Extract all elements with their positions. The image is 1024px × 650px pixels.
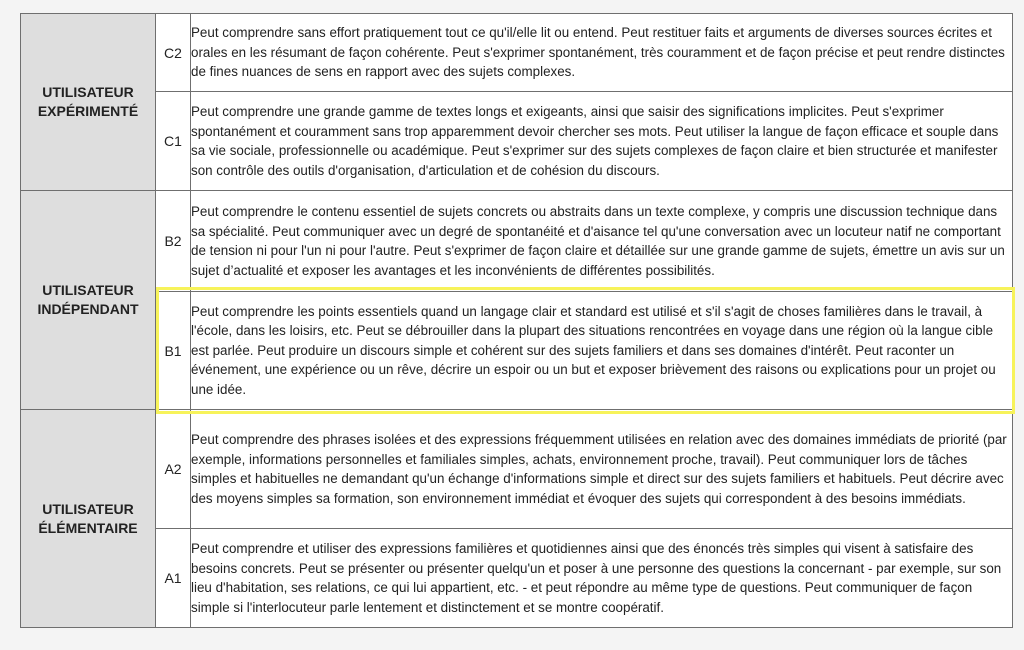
- group-label-experimente-line-1: UTILISATEUR: [42, 84, 134, 100]
- level-row-c2: [21, 14, 1013, 92]
- group-label-independant: [21, 191, 156, 410]
- level-description-c2: Peut comprendre sans effort pratiquement tout ce qu'il/elle lit ou entend. Peut restituer faits et arguments de diverses sources écrites et orales en les résumant de façon cohérente. Peut s'exprimer spontanément, très couramment et de façon précise et peut rendre distinctes de fines nuances de sens en rapport avec des sujets complexes.: [191, 14, 1013, 92]
- group-label-independant-line-2: INDÉPENDANT: [37, 301, 139, 317]
- level-description-a1: Peut comprendre et utiliser des expressions familières et quotidiennes ainsi que des énoncés très simples qui visent à satisfaire des besoins concrets. Peut se présenter ou présenter quelqu'un et poser à une personne des questions la concernant - par exemple, sur son lieu d'habitation, ses relations, ce qui lui appartient, etc. - et peut répondre au même type de questions. Peut communiquer de façon simple si l'interlocuteur parle lentement et distinctement et se montre coopératif.: [191, 529, 1013, 628]
- group-label-experimente-line-2: EXPÉRIMENTÉ: [37, 103, 139, 119]
- level-row-a1: [21, 529, 1013, 628]
- level-code-c2: C2: [156, 14, 191, 92]
- level-row-a2: [21, 410, 1013, 529]
- level-description-b2: Peut comprendre le contenu essentiel de sujets concrets ou abstraits dans un texte complexe, y compris une discussion technique dans sa spécialité. Peut communiquer avec un degré de spontanéité et d'aisance tel qu'une conversation avec un locuteur natif ne comportant de tension ni pour l'un ni pour l'autre. Peut s'exprimer de façon claire et détaillée sur une grande gamme de sujets, émettre un avis sur un sujet d’actualité et exposer les avantages et les inconvénients de différentes possibilités.: [191, 191, 1013, 292]
- group-label-elementaire-line-2: ÉLÉMENTAIRE: [38, 519, 138, 536]
- group-label-elementaire-line-1: UTILISATEUR: [42, 500, 134, 517]
- level-description-b1: Peut comprendre les points essentiels quand un langage clair et standard est utilisé et s'il s'agit de choses familières dans le travail, à l'école, dans les loisirs, etc. Peut se débrouiller dans la plupart des situations rencontrées en voyage dans une région où la langue cible est parlée. Peut produire un discours simple et cohérent sur des sujets familiers et dans ses domaines d'intérêt. Peut raconter un événement, une expérience ou un rêve, décrire un espoir ou un but et exposer brièvement des raisons ou explications pour un projet ou une idée.: [191, 292, 1013, 410]
- level-code-a1: A1: [156, 529, 191, 628]
- level-code-b2: B2: [156, 191, 191, 292]
- group-label-elementaire: [21, 410, 156, 628]
- level-row-c1: [21, 92, 1013, 191]
- level-description-a2: Peut comprendre des phrases isolées et des expressions fréquemment utilisées en relation avec des domaines immédiats de priorité (par exemple, informations personnelles et familiales simples, achats, environnement proche, travail). Peut communiquer lors de tâches simples et habituelles ne demandant qu'un échange d'informations simple et direct sur des sujets familiers et habituels. Peut décrire avec des moyens simples sa formation, son environnement immédiat et évoquer des sujets qui correspondent à des besoins immédiats.: [191, 410, 1013, 529]
- cefr-levels-table: [20, 13, 1013, 628]
- level-row-b1: [21, 292, 1013, 410]
- level-code-a2: A2: [156, 410, 191, 529]
- group-label-experimente: [21, 14, 156, 191]
- cefr-levels-table-wrapper: [20, 13, 1013, 627]
- group-label-independant-line-1: UTILISATEUR: [42, 282, 134, 298]
- level-code-c1: C1: [156, 92, 191, 191]
- level-code-b1: B1: [156, 292, 191, 410]
- level-description-c1: Peut comprendre une grande gamme de textes longs et exigeants, ainsi que saisir des significations implicites. Peut s'exprimer spontanément et couramment sans trop apparemment devoir chercher ses mots. Peut utiliser la langue de façon efficace et souple dans sa vie sociale, professionnelle ou académique. Peut s'exprimer sur des sujets complexes de façon claire et bien structurée et manifester son contrôle des outils d'organisation, d'articulation et de cohésion du discours.: [191, 92, 1013, 191]
- level-row-b2: [21, 191, 1013, 292]
